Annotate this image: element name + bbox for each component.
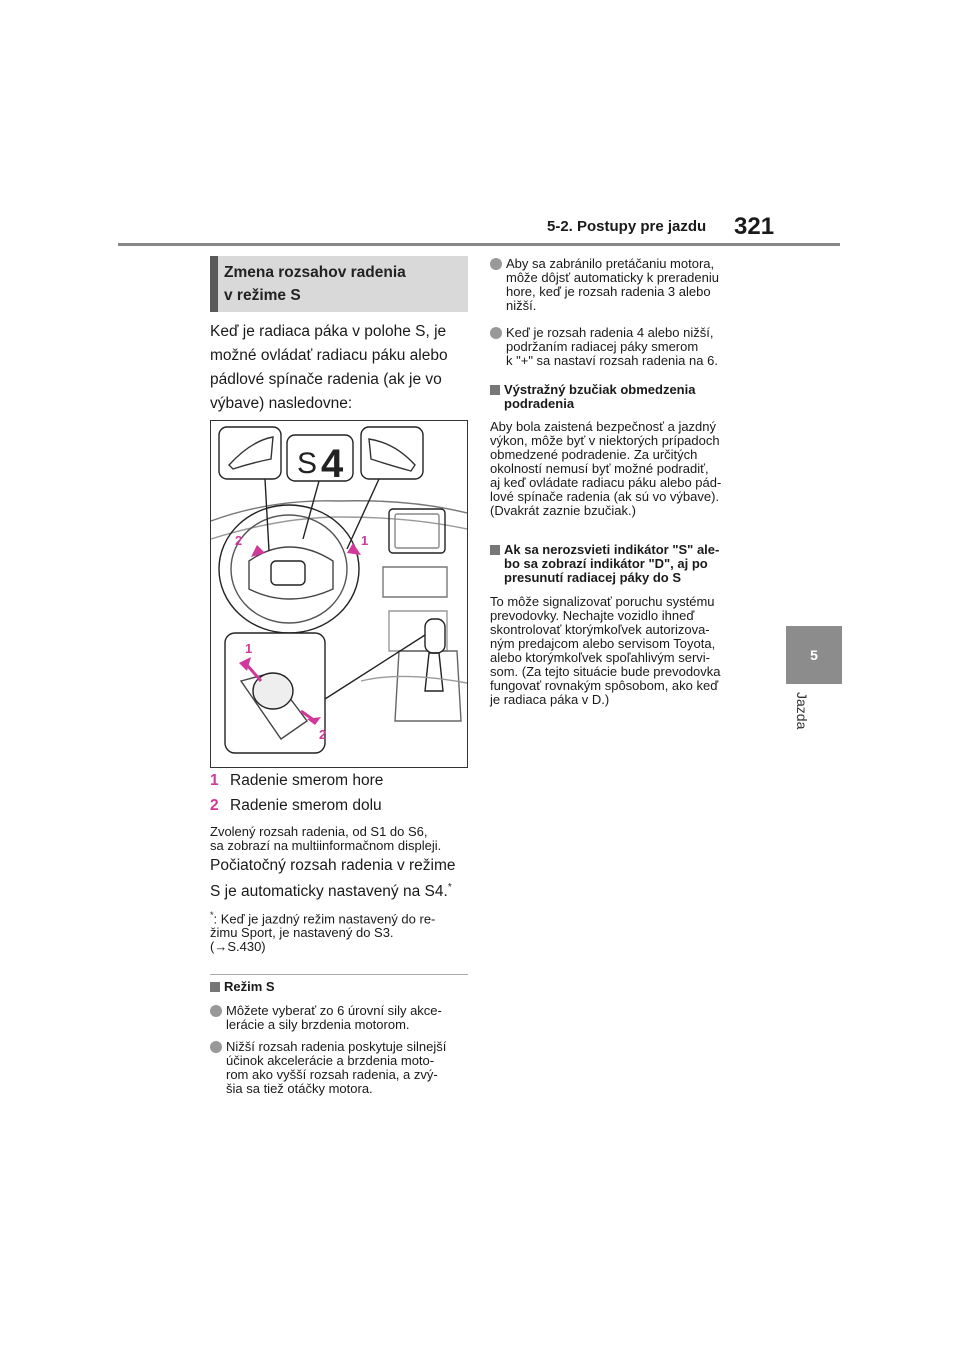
bullet-text: Nižší rozsah radenia poskytuje silnejší účinok akcelerácie a brzdenia moto- rom ako vyšší rozsah radenia, a zvý- šia sa tiež otáčky motora.	[226, 1039, 447, 1096]
initial-range	[210, 855, 472, 903]
bullet-dot-icon	[210, 1005, 222, 1017]
chapter-tab	[786, 626, 842, 684]
legend-number: 1	[210, 772, 219, 789]
bullet-dot-icon	[490, 258, 502, 270]
heading-indicator	[490, 543, 760, 585]
heading-rezim-s	[210, 980, 472, 994]
header-rule	[118, 243, 840, 246]
callout-1-right: 1	[361, 533, 369, 548]
chapter-label-wrap	[790, 692, 820, 752]
bullet-dot-icon	[210, 1041, 222, 1053]
section-title-bar	[210, 256, 218, 312]
bullet-item	[490, 257, 760, 313]
paragraph-buzzer: Aby bola zaistená bezpečnosť a jazdný výkon, môže byť v niektorých prípadoch obmedzené podradenie. Za určitých okolností nemusí byť možné podradiť, aj keď ovládate radiacu páku alebo pád- lové spínače radenia (ak sú vo výbave). (Dvakrát zaznie bzučiak.)	[490, 419, 722, 518]
heading-buzzer	[490, 383, 760, 411]
heading-text: Ak sa nerozsvieti indikátor "S" ale- bo sa zobrazí indikátor "D", aj po presunutí radiacej páky do S	[504, 542, 720, 585]
callout-2-left: 2	[235, 533, 243, 548]
display-letter: S	[297, 447, 318, 480]
callout-2-lever: 2	[319, 727, 327, 742]
legend-number: 2	[210, 797, 219, 814]
section-title: Zmena rozsahov radenia v režime S	[224, 264, 406, 304]
square-bullet-icon	[490, 385, 500, 395]
heading-text: Výstražný bzučiak obmedzenia podradenia	[504, 382, 696, 411]
footnote-text: : Keď je jazdný režim nastavený do re- žimu Sport, je nastavený do S3. (→S.430)	[210, 911, 436, 955]
intro-text: Keď je radiaca páka v polohe S, je možné ovládať radiacu páku alebo pádlové spínače radenia (ak je vo výbave) nasledovne:	[210, 323, 448, 412]
asterisk: *	[447, 882, 452, 893]
section-title-box	[210, 256, 468, 312]
footnote	[210, 908, 472, 954]
legend-label: Radenie smerom hore	[230, 772, 384, 789]
initial-range-text: Počiatočný rozsah radenia v režime S je automaticky nastavený na S4.	[210, 857, 456, 901]
bullet-item	[210, 1040, 472, 1096]
bullet-item	[490, 326, 760, 368]
display-number: 4	[321, 442, 344, 486]
square-bullet-icon	[490, 545, 500, 555]
range-note: Zvolený rozsah radenia, od S1 do S6, sa zobrazí na multiinformačnom displeji.	[210, 824, 442, 853]
bullet-text: Môžete vyberať zo 6 úrovní sily akce- lerácie a sily brzdenia motorom.	[226, 1003, 442, 1032]
bullet-dot-icon	[490, 327, 502, 339]
page-number: 321	[734, 213, 775, 240]
callout-1-lever: 1	[245, 641, 253, 656]
chapter-number: 5	[810, 647, 818, 663]
illustration-svg	[211, 421, 467, 767]
legend-item	[210, 797, 382, 815]
legend-label: Radenie smerom dolu	[230, 797, 382, 814]
bullet-text: Keď je rozsah radenia 4 alebo nižší, podržaním radiacej páky smerom k "+" sa nastaví rozsah radenia na 6.	[506, 325, 718, 368]
heading-text: Režim S	[224, 979, 275, 994]
illustration-shift-paddles	[210, 420, 468, 768]
footnote-marker: *	[210, 910, 214, 920]
bullet-item	[210, 1004, 472, 1032]
square-bullet-icon	[210, 982, 220, 992]
bullet-text: Aby sa zabránilo pretáčaniu motora, môže dôjsť automaticky k preradeniu hore, keď je rozsah radenia 3 alebo nižší.	[506, 256, 719, 313]
header-section-title: 5-2. Postupy pre jazdu	[547, 218, 707, 235]
chapter-label: Jazda	[794, 692, 810, 730]
paragraph-indicator: To môže signalizovať poruchu systému prevodovky. Nechajte vozidlo ihneď skontrolovať ktorýmkoľvek autorizova- ným predajcom alebo servisom Toyota, alebo ktorýmkoľvek spoľahlivým servi- som. (Za tejto situácie bude prevodovka fungovať rovnakým spôsobom, ako keď je radiaca páka v D.)	[490, 594, 721, 707]
section-divider	[210, 974, 468, 975]
legend-item	[210, 772, 383, 790]
